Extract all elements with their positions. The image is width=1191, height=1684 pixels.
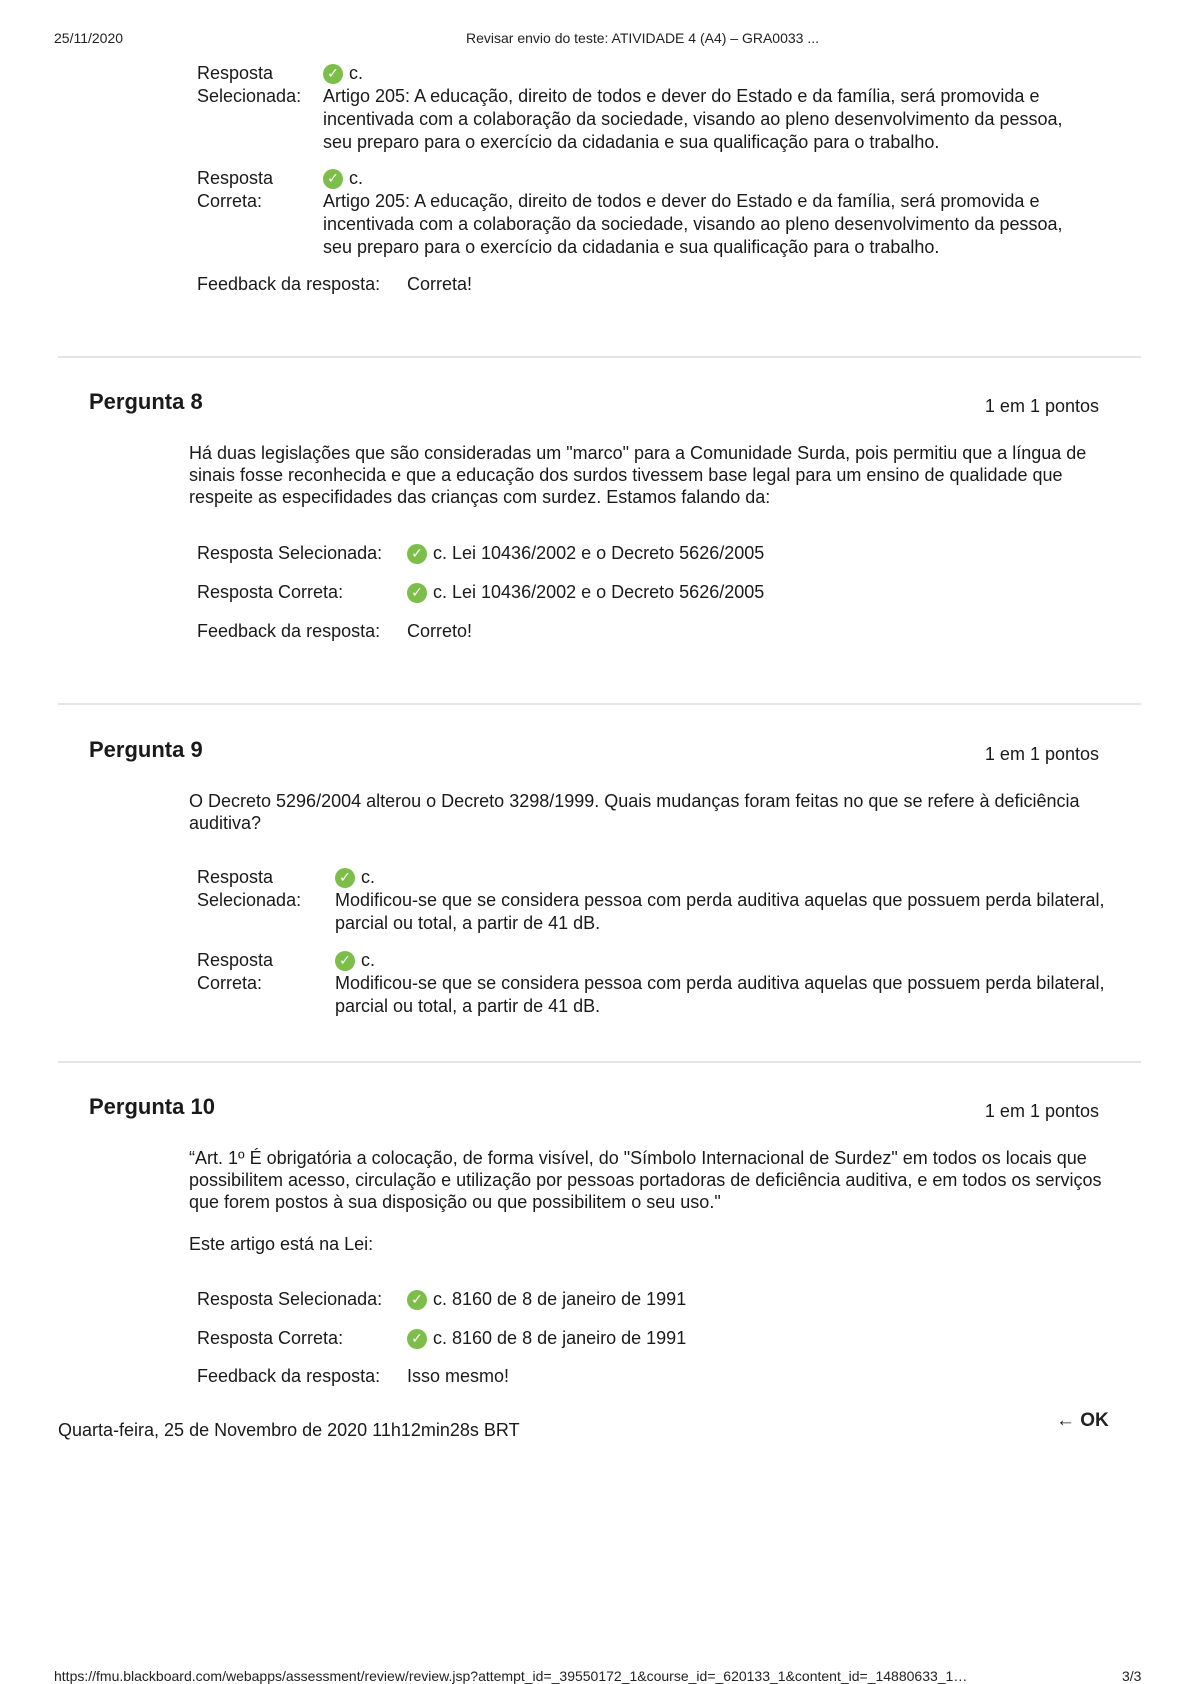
print-title: Revisar envio do teste: ATIVIDADE 4 (A4) – GRA0033 ...	[466, 30, 820, 46]
question-text: O Decreto 5296/2004 alterou o Decreto 3298/1999. Quais mudanças foram feitas no que se refere à deficiência auditiva?	[189, 791, 1080, 833]
correct-answer-label: Resposta Correta:	[197, 168, 274, 211]
print-url: https://fmu.blackboard.com/webapps/assessment/review/review.jsp?attempt_id=_39550172_1&course_id=_620133_1&content_id=_14880633_1…	[54, 1668, 968, 1684]
ok-button[interactable]: ← OK	[1056, 1410, 1109, 1431]
question-title: Pergunta 10	[89, 1094, 215, 1119]
correct-answer-letter: ✓ c.	[335, 949, 375, 972]
correct-check-icon: ✓	[407, 583, 427, 603]
divider	[58, 356, 1141, 358]
question-text-2: Este artigo está na Lei:	[189, 1234, 374, 1254]
submission-timestamp: Quarta-feira, 25 de Novembro de 2020 11h12min28s BRT	[58, 1420, 520, 1440]
selected-answer-label: Resposta Selecionada:	[197, 63, 302, 106]
q7-feedback: Feedback da resposta: Correta!	[197, 274, 473, 294]
question-title: Pergunta 9	[89, 737, 203, 762]
correct-answer-text: Artigo 205: A educação, direito de todos e dever do Estado e da família, será promovida e incentivada com a colaboração da sociedade, visando ao pleno desenvolvimento da pessoa, seu preparo para o exercício da cidadania e sua qualificação para o trabalho.	[323, 191, 1063, 257]
correct-check-icon: ✓	[323, 64, 343, 84]
q10-selected-answer: Resposta Selecionada: ✓ c. 8160 de 8 de janeiro de 1991	[197, 1289, 687, 1309]
correct-check-icon: ✓	[323, 169, 343, 189]
q10-correct-answer: Resposta Correta: ✓ c. 8160 de 8 de janeiro de 1991	[197, 1328, 687, 1348]
q8-correct-answer: Resposta Correta: ✓ c. Lei 10436/2002 e o Decreto 5626/2005	[197, 582, 765, 602]
q8-selected-answer: Resposta Selecionada: ✓ c. Lei 10436/2002 e o Decreto 5626/2005	[197, 543, 765, 563]
q10-feedback: Feedback da resposta: Isso mesmo!	[197, 1366, 510, 1386]
question-text: “Art. 1º É obrigatória a colocação, de forma visível, do "Símbolo Internacional de Surdez" em todos os locais que possibilitem acesso, circulação e utilização por pessoas portadoras de deficiência auditiva, e em todos os serviços que forem postos à sua disposição ou que possibilitem o seu uso."	[189, 1148, 1102, 1212]
correct-answer-letter: ✓ c.	[323, 167, 363, 190]
print-date: 25/11/2020	[54, 30, 124, 46]
question-points: 1 em 1 pontos	[984, 1101, 1099, 1121]
correct-check-icon: ✓	[335, 868, 355, 888]
selected-answer-text: Artigo 205: A educação, direito de todos e dever do Estado e da família, será promovida e incentivada com a colaboração da sociedade, visando ao pleno desenvolvimento da pessoa, seu preparo para o exercício da cidadania e sua qualificação para o trabalho.	[323, 86, 1063, 152]
selected-answer-label: Resposta Selecionada:	[197, 867, 302, 910]
correct-check-icon: ✓	[407, 1329, 427, 1349]
question-points: 1 em 1 pontos	[984, 744, 1099, 764]
question-text: Há duas legislações que são consideradas um "marco" para a Comunidade Surda, pois permitiu que a língua de sinais fosse reconhecida e que a educação dos surdos tivessem base legal para um ensino de qualidade que respeite as especifidades das crianças com surdez. Estamos falando da:	[189, 443, 1087, 507]
q8-feedback: Feedback da resposta: Correto!	[197, 621, 473, 641]
question-points: 1 em 1 pontos	[984, 396, 1099, 416]
correct-check-icon: ✓	[407, 544, 427, 564]
correct-check-icon: ✓	[407, 1290, 427, 1310]
question-title: Pergunta 8	[89, 389, 203, 414]
correct-check-icon: ✓	[335, 951, 355, 971]
divider	[58, 1061, 1141, 1063]
selected-answer-letter: ✓ c.	[323, 62, 363, 85]
page-number: 3/3	[1122, 1668, 1142, 1684]
selected-answer-letter: ✓ c.	[335, 866, 375, 889]
divider	[58, 703, 1141, 705]
correct-answer-label: Resposta Correta:	[197, 950, 274, 993]
selected-answer-text: Modificou-se que se considera pessoa com perda auditiva aquelas que possuem perda bilateral, parcial ou total, a partir de 41 dB.	[335, 890, 1105, 933]
correct-answer-text: Modificou-se que se considera pessoa com perda auditiva aquelas que possuem perda bilateral, parcial ou total, a partir de 41 dB.	[335, 973, 1105, 1016]
